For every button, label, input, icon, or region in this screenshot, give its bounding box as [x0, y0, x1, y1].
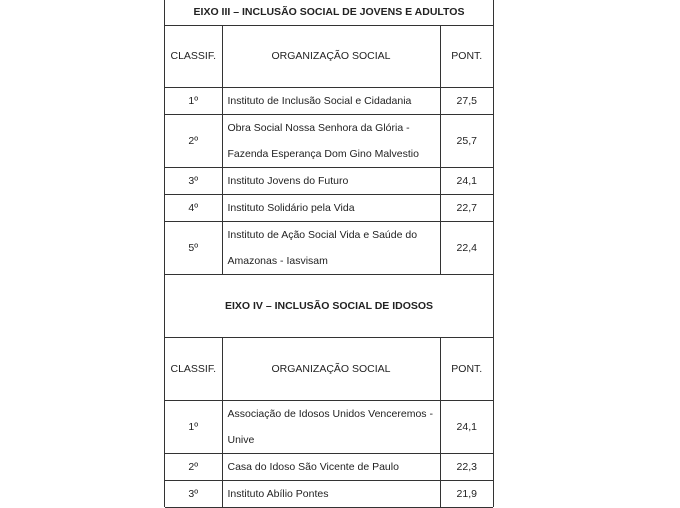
header-organizacao: ORGANIZAÇÃO SOCIAL: [222, 337, 440, 400]
organization-name: Instituto Jovens do Futuro: [227, 174, 349, 187]
score-cell: 22,3: [440, 453, 493, 480]
organization-name: Casa do Idoso São Vicente de Paulo: [227, 460, 399, 473]
table-row: [165, 480, 493, 507]
organization-name: Instituto Solidário pela Vida: [227, 201, 355, 214]
header-organizacao: ORGANIZAÇÃO SOCIAL: [222, 25, 440, 87]
organization-name: Instituto de Inclusão Social e Cidadania: [227, 94, 412, 107]
organization-name-line2: Fazenda Esperança Dom Gino Malvestio: [227, 147, 419, 160]
rank-cell: 3º: [165, 167, 222, 194]
organization-cell: [222, 114, 440, 167]
score-cell: 22,7: [440, 194, 493, 221]
table-row: [165, 167, 493, 194]
header-classif: CLASSIF.: [165, 337, 222, 400]
section-title-eixo3: EIXO III – INCLUSÃO SOCIAL DE JOVENS E ADULTOS: [165, 0, 493, 25]
rank-cell: 3º: [165, 480, 222, 507]
score-cell: 24,1: [440, 400, 493, 453]
rank-cell: 2º: [165, 453, 222, 480]
table-header-row: [165, 25, 493, 87]
rank-cell: 1º: [165, 400, 222, 453]
score-cell: 27,5: [440, 87, 493, 114]
organization-name: Instituto Abílio Pontes: [227, 487, 329, 500]
section-row-eixo4: [165, 274, 493, 337]
section-row-eixo3: [165, 0, 493, 25]
table-row: [165, 114, 493, 167]
table-row: [165, 453, 493, 480]
rank-cell: 2º: [165, 114, 222, 167]
score-cell: 21,9: [440, 480, 493, 507]
rank-cell: 4º: [165, 194, 222, 221]
organization-cell: [222, 480, 440, 507]
organization-cell: [222, 194, 440, 221]
organization-name-line1: Associação de Idosos Unidos Venceremos -: [227, 407, 433, 420]
ranking-table: [165, 0, 493, 508]
table-row: [165, 87, 493, 114]
organization-name-line2: Amazonas - Iasvisam: [227, 254, 328, 267]
header-pont: PONT.: [440, 25, 493, 87]
organization-name-line1: Obra Social Nossa Senhora da Glória -: [227, 121, 410, 134]
rank-cell: 1º: [165, 87, 222, 114]
rank-cell: 5º: [165, 221, 222, 274]
document-page: [164, 0, 494, 507]
table-row: [165, 194, 493, 221]
section-title-eixo4: EIXO IV – INCLUSÃO SOCIAL DE IDOSOS: [165, 274, 493, 337]
organization-cell: [222, 400, 440, 453]
organization-cell: [222, 87, 440, 114]
header-pont: PONT.: [440, 337, 493, 400]
organization-name-line2: Unive: [227, 433, 255, 446]
table-row: [165, 400, 493, 453]
organization-cell: [222, 453, 440, 480]
score-cell: 24,1: [440, 167, 493, 194]
score-cell: 22,4: [440, 221, 493, 274]
header-classif: CLASSIF.: [165, 25, 222, 87]
score-cell: 25,7: [440, 114, 493, 167]
table-row: [165, 221, 493, 274]
organization-name-line1: Instituto de Ação Social Vida e Saúde do: [227, 228, 418, 241]
table-header-row: [165, 337, 493, 400]
organization-cell: [222, 221, 440, 274]
organization-cell: [222, 167, 440, 194]
